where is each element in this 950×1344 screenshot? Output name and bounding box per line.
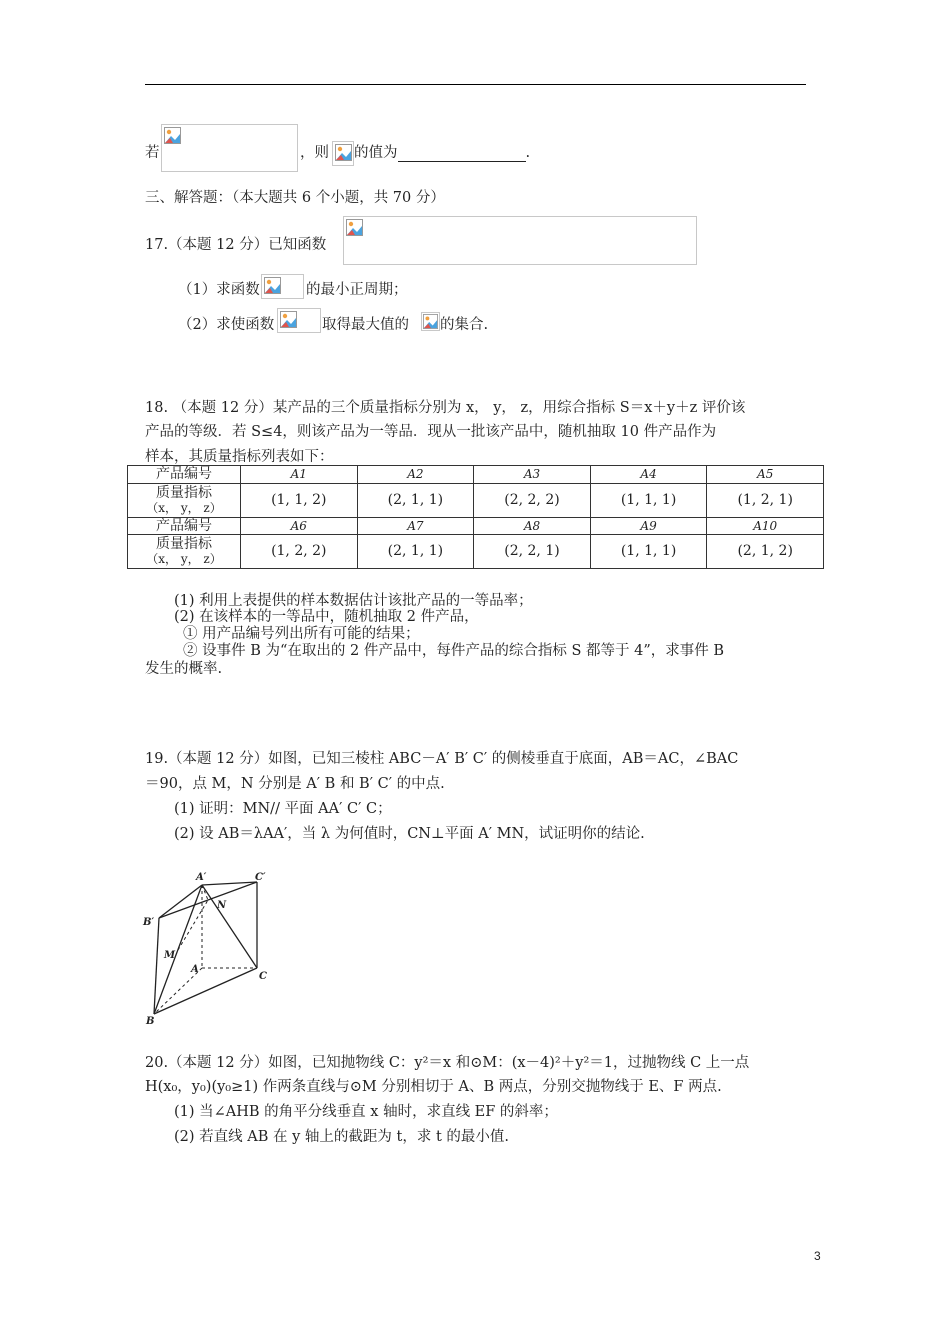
formula-image — [261, 274, 304, 299]
q17-part1-post: 的最小正周期； — [306, 282, 408, 298]
broken-image-icon — [164, 127, 181, 144]
q18-sub2b-cont: 发生的概率. — [145, 661, 223, 677]
label-n: N — [217, 900, 227, 911]
q17-part2-post: 的集合. — [440, 317, 489, 333]
q19-line1: 19.（本题 12 分）如图，已知三棱柱 ABC－A′ B′ C′ 的侧棱垂直于底面，AB＝AC，∠BAC — [145, 751, 739, 767]
table-cell: (1, 1, 2) — [241, 484, 358, 518]
table-cell: A1 — [241, 466, 358, 484]
answer-blank[interactable] — [398, 146, 526, 162]
formula-image — [421, 312, 440, 331]
q19-part1: (1) 证明：MN// 平面 AA′ C′ C； — [174, 801, 392, 817]
broken-image-icon — [346, 219, 363, 236]
label-a1: A′ — [196, 872, 207, 883]
label-a: A — [191, 964, 199, 975]
q17-part2-pre: （2）求使函数 — [178, 317, 275, 333]
table-cell: A3 — [474, 466, 591, 484]
q17-stem: 17.（本题 12 分）已知函数 — [145, 237, 327, 253]
table-cell: A9 — [590, 518, 707, 535]
prism-figure — [140, 868, 280, 1028]
table-header-quality: 质量指标 （x， y， z） — [128, 535, 241, 569]
table-cell: (2, 2, 1) — [474, 535, 591, 569]
broken-image-icon — [264, 277, 281, 294]
table-cell: A10 — [707, 518, 824, 535]
table-row — [128, 518, 824, 535]
formula-image — [332, 141, 354, 166]
table-cell: (2, 1, 2) — [707, 535, 824, 569]
table-cell: A5 — [707, 466, 824, 484]
q17-part1-pre: （1）求函数 — [178, 282, 260, 298]
table-header-id: 产品编号 — [128, 466, 241, 484]
q18-line3: 样本，其质量指标列表如下： — [145, 449, 334, 465]
label-m: M — [164, 950, 176, 961]
label-c1: C′ — [255, 872, 266, 883]
q20-line2: H(x₀，y₀)(y₀≥1) 作两条直线与⊙M 分别相切于 A、B 两点，分别交抛物线于 E、F 两点. — [145, 1079, 722, 1095]
q17-part2-mid: 取得最大值的 — [322, 317, 409, 333]
edge-bc — [154, 968, 257, 1014]
formula-image — [343, 216, 697, 265]
table-cell: A6 — [241, 518, 358, 535]
quality-table — [127, 465, 824, 569]
edge-bb1 — [154, 918, 159, 1014]
header-rule — [145, 84, 806, 85]
table-cell: (2, 2, 2) — [474, 484, 591, 518]
q20-part1: (1) 当∠AHB 的角平分线垂直 x 轴时，求直线 EF 的斜率； — [174, 1104, 558, 1120]
formula-image — [161, 124, 298, 172]
page-number: 3 — [814, 1249, 821, 1263]
table-cell: A7 — [357, 518, 474, 535]
q18-sub2a: ① 用产品编号列出所有可能的结果； — [183, 626, 420, 642]
table-cell: (1, 2, 1) — [707, 484, 824, 518]
table-cell: A8 — [474, 518, 591, 535]
table-cell: A4 — [590, 466, 707, 484]
table-cell: (2, 1, 1) — [357, 535, 474, 569]
table-row — [128, 484, 824, 518]
label-c: C — [259, 971, 267, 982]
table-cell: (2, 1, 1) — [357, 484, 474, 518]
q20-line1: 20.（本题 12 分）如图，已知抛物线 C：y²＝x 和⊙M：(x－4)²＋y²＝1，过抛物线 C 上一点 — [145, 1055, 750, 1071]
table-cell: (1, 1, 1) — [590, 535, 707, 569]
q20-part2: (2) 若直线 AB 在 y 轴上的截距为 t，求 t 的最小值. — [174, 1129, 509, 1145]
section-three-heading: 三、解答题：（本大题共 6 个小题，共 70 分） — [145, 190, 445, 206]
table-header-id: 产品编号 — [128, 518, 241, 535]
fill-prefix: 若 — [145, 145, 160, 161]
fill-suffix: 的值为 . — [354, 145, 531, 161]
q19-part2: (2) 设 AB＝λAA′，当 λ 为何值时，CN⊥平面 A′ MN，试证明你的结论. — [174, 826, 645, 842]
table-row — [128, 466, 824, 484]
table-cell: A2 — [357, 466, 474, 484]
table-cell: (1, 1, 1) — [590, 484, 707, 518]
table-row — [128, 535, 824, 569]
label-b1: B′ — [143, 917, 155, 928]
broken-image-icon — [335, 144, 352, 161]
q19-line2: ＝90，点 M，N 分别是 A′ B 和 B′ C′ 的中点. — [145, 776, 445, 792]
table-cell: (1, 2, 2) — [241, 535, 358, 569]
fill-mid: ，则 — [300, 145, 329, 161]
formula-image — [277, 308, 321, 333]
broken-image-icon — [423, 314, 438, 329]
q18-sub2b: ② 设事件 B 为“在取出的 2 件产品中，每件产品的综合指标 S 都等于 4”，求事件 B — [183, 643, 725, 659]
label-b: B — [146, 1016, 155, 1027]
table-header-quality: 质量指标 （x， y， z） — [128, 484, 241, 518]
broken-image-icon — [280, 311, 297, 328]
q18-sub1: (1) 利用上表提供的样本数据估计该批产品的一等品率； — [174, 593, 533, 609]
q18-line1: 18. （本题 12 分）某产品的三个质量指标分别为 x， y， z，用综合指标 S＝x＋y＋z 评价该 — [145, 400, 746, 416]
edge-a1c — [202, 885, 257, 968]
q18-line2: 产品的等级．若 S≤4，则该产品为一等品．现从一批该产品中，随机抽取 10 件产品作为 — [145, 424, 717, 440]
q18-sub2: (2) 在该样本的一等品中，随机抽取 2 件产品， — [174, 609, 479, 625]
edge-b1c1 — [159, 882, 257, 918]
